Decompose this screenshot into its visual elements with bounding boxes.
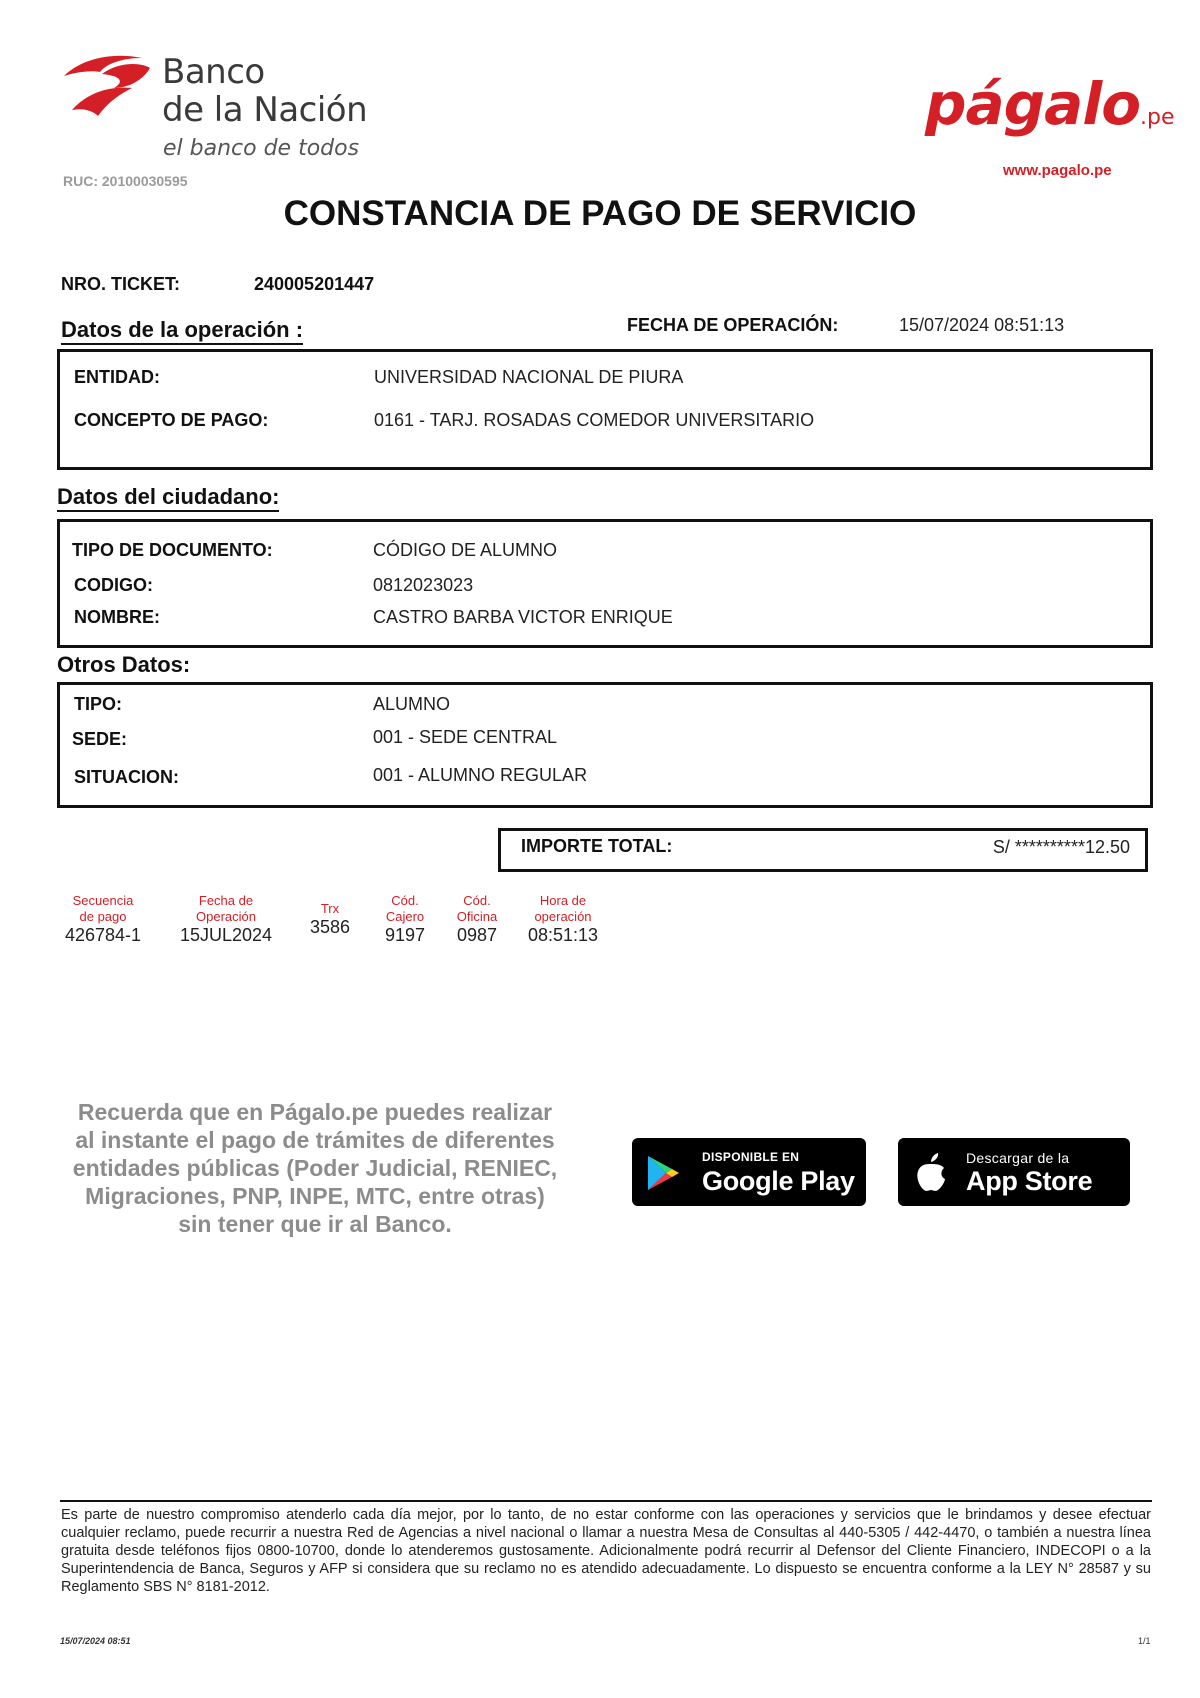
citizen-section-title: Datos del ciudadano: [57, 485, 279, 512]
document-title: CONSTANCIA DE PAGO DE SERVICIO [283, 194, 917, 233]
google-play-button[interactable] [632, 1138, 866, 1206]
code-label: CODIGO: [74, 575, 153, 595]
type-value: ALUMNO [373, 694, 451, 714]
meta-label-line1: Fecha de [198, 893, 254, 908]
app-store-big-text: App Store [966, 1166, 1093, 1196]
ruc-number: RUC: 20100030595 [63, 173, 188, 189]
operation-date-label: FECHA DE OPERACIÓN: [627, 315, 839, 335]
legal-disclaimer: Es parte de nuestro compromiso atenderlo cada día mejor, por lo tanto, de no estar conforme con las operaciones y servicios que le brindamos y desee efectuar cualquier reclamo, puede recurrir a nuestra Red de Agencias a nivel nacional o llamar a nuestra Mesa de Consultas al 440-5305 / 442-4470, o también a nuestra línea gratuita desde teléfonos fijos 0800-10700, donde lo atenderemos gustosamente. Adicionalmente podrá recurrir al Defensor del Cliente Financiero, INDECOPI o a la Superintendencia de Banca, Seguros y AFP si considera que su reclamo no es atendido adecuadamente. Lo dispuesto se encuentra conforme a la LEY N° 28587 y su Reglamento SBS N° 8181-2012. [61, 1507, 1151, 1595]
bank-name-line2: de la Nación [162, 90, 368, 130]
status-label: SITUACION: [74, 767, 179, 787]
app-store-small-text: Descargar de la [966, 1150, 1070, 1166]
ticket-label: NRO. TICKET: [61, 274, 180, 294]
meta-label-line1: Secuencia [72, 893, 134, 908]
app-store-button[interactable] [898, 1138, 1130, 1206]
page-number: 1/1 [1138, 1636, 1151, 1646]
meta-value: 3586 [309, 917, 351, 937]
meta-operation-date [170, 893, 282, 946]
google-play-icon [646, 1154, 680, 1192]
meta-label-line1: Cód. [463, 893, 491, 908]
meta-value: 15JUL2024 [179, 925, 273, 945]
meta-label-line1: Cód. [391, 893, 419, 908]
meta-label-line2: Cajero [385, 909, 425, 924]
payment-concept-value: 0161 - TARJ. ROSADAS COMEDOR UNIVERSITARIO [374, 410, 815, 430]
document-type-label: TIPO DE DOCUMENTO: [72, 540, 273, 560]
print-date: 15/07/2024 08:51 [60, 1636, 131, 1646]
meta-value: 08:51:13 [527, 925, 599, 945]
meta-label-line2: de pago [79, 909, 127, 924]
meta-label-line2: Oficina [456, 909, 498, 924]
meta-cashier-code [374, 893, 436, 946]
code-value: 0812023023 [373, 575, 474, 595]
payment-concept-label: CONCEPTO DE PAGO: [74, 410, 269, 430]
meta-label-line1: Hora de [539, 893, 587, 908]
meta-label-line2: operación [534, 909, 592, 924]
pagalo-logo-suffix: .pe [1140, 105, 1175, 130]
meta-value: 0987 [456, 925, 498, 945]
ticket-value: 240005201447 [254, 274, 375, 294]
meta-sequence [56, 893, 150, 946]
meta-trx [300, 893, 360, 938]
bank-name-line1: Banco [162, 52, 265, 92]
status-value: 001 - ALUMNO REGULAR [373, 765, 588, 785]
campus-label: SEDE: [72, 729, 128, 749]
bank-tagline: el banco de todos [163, 136, 360, 161]
operation-section-title: Datos de la operación : [61, 318, 303, 345]
google-play-small-text: DISPONIBLE EN [702, 1150, 800, 1164]
name-value: CASTRO BARBA VICTOR ENRIQUE [373, 607, 673, 627]
pagalo-url: www.pagalo.pe [1003, 162, 1112, 179]
meta-office-code [446, 893, 508, 946]
banco-nacion-swoosh-icon [62, 52, 152, 122]
promo-text: Recuerda que en Págalo.pe puedes realizar al instante el pago de trámites de diferentes entidades públicas (Poder Judicial, RENIEC, Migraciones, PNP, INPE, MTC, entre otras) sin tener que ir al Banco. [72, 1099, 558, 1237]
total-label: IMPORTE TOTAL: [521, 836, 673, 856]
entity-label: ENTIDAD: [74, 367, 160, 387]
meta-label-line2: Operación [196, 909, 256, 924]
total-amount: S/ **********12.50 [992, 837, 1130, 857]
operation-date-value: 15/07/2024 08:51:13 [899, 315, 1065, 335]
meta-operation-time [518, 893, 608, 946]
banco-de-la-nacion-logo [62, 52, 392, 172]
footer-divider [60, 1500, 1152, 1502]
other-data-box [57, 682, 1153, 808]
apple-icon [914, 1152, 948, 1192]
pagalo-logo-main: págalo [925, 70, 1141, 138]
pagalo-logo [925, 70, 1175, 138]
google-play-big-text: Google Play [702, 1166, 855, 1196]
meta-label-line1: Trx [320, 901, 340, 916]
citizen-box [57, 519, 1153, 648]
meta-value: 426784-1 [64, 925, 142, 945]
name-label: NOMBRE: [74, 607, 160, 627]
document-type-value: CÓDIGO DE ALUMNO [373, 540, 558, 560]
other-section-title: Otros Datos: [57, 652, 191, 677]
meta-value: 9197 [384, 925, 426, 945]
entity-value: UNIVERSIDAD NACIONAL DE PIURA [374, 367, 684, 387]
type-label: TIPO: [74, 694, 122, 714]
campus-value: 001 - SEDE CENTRAL [373, 727, 558, 747]
